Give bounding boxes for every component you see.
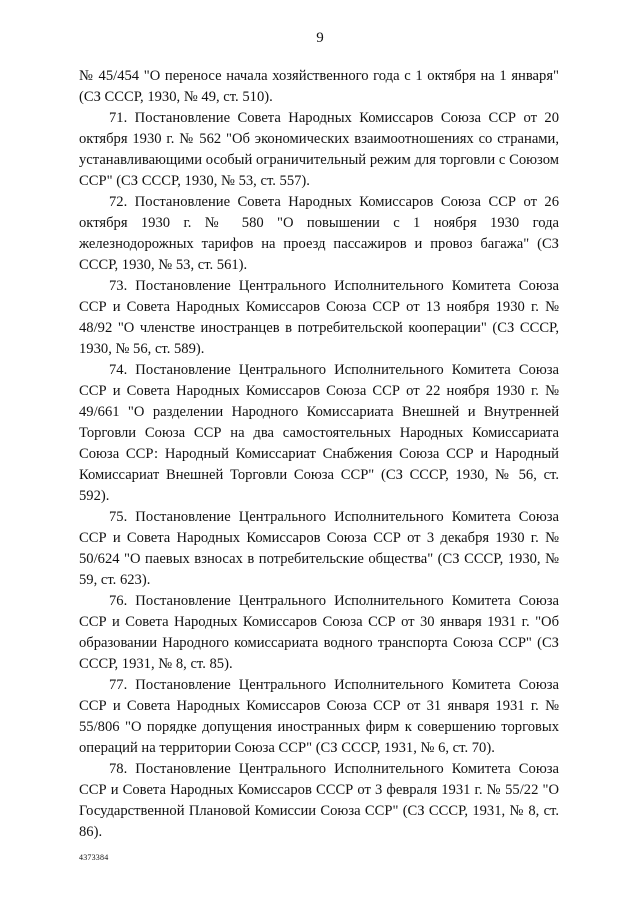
paragraph-continuation: № 45/454 "О переносе начала хозяйственного года с 1 октября на 1 января" (СЗ СССР, 1930, № 49, ст. 510).: [79, 68, 559, 105]
paragraph-item-73: 73. Постановление Центрального Исполнительного Комитета Союза ССР и Совета Народных Комиссаров Союза ССР от 13 ноября 1930 г. № 48/92 "О членстве иностранцев в потребительской кооперации" (СЗ СССР, 1930, № 56, ст. 589).: [79, 278, 559, 357]
paragraph-item-75: 75. Постановление Центрального Исполнительного Комитета Союза ССР и Совета Народных Комиссаров Союза ССР от 3 декабря 1930 г. № 50/624 "О паевых взносах в потребительские общества" (СЗ СССР, 1930, № 59, ст. 623).: [79, 509, 559, 588]
page-number: 9: [316, 30, 324, 46]
paragraph-item-78: 78. Постановление Центрального Исполнительного Комитета Союза ССР и Совета Народных Комиссаров СССР от 3 февраля 1931 г. № 55/22 "О Государственной Плановой Комиссии Союза ССР" (СЗ СССР, 1931, № 8, ст. 86).: [79, 761, 559, 840]
document-body: [79, 66, 559, 843]
paragraph-item-71: 71. Постановление Совета Народных Комиссаров Союза ССР от 20 октября 1930 г. № 562 "Об экономических взаимоотношениях со странами, устанавливающими особый ограничительный режим для торговли с Союзом ССР" (СЗ СССР, 1930, № 53, ст. 557).: [79, 110, 559, 189]
paragraph-item-76: 76. Постановление Центрального Исполнительного Комитета Союза ССР и Совета Народных Комиссаров Союза ССР от 30 января 1931 г. "Об образовании Народного комиссариата водного транспорта Союза ССР" (СЗ СССР, 1931, № 8, ст. 85).: [79, 593, 559, 672]
paragraph-item-72: 72. Постановление Совета Народных Комиссаров Союза ССР от 26 октября 1930 г. № 580 "О повышении с 1 ноября 1930 года железнодорожных тарифов на проезд пассажиров и провоз багажа" (СЗ СССР, 1930, № 53, ст. 561).: [79, 194, 559, 273]
paragraph-item-74: 74. Постановление Центрального Исполнительного Комитета Союза ССР и Совета Народных Комиссаров Союза ССР от 22 ноября 1930 г. № 49/661 "О разделении Народного Комиссариата Внешней и Внутренней Торговли Союза ССР на два самостоятельных Народных Комиссариата Союза ССР: Народный Комиссариат Снабжения Союза ССР и Народный Комиссариат Внешней Торговли Союза ССР" (СЗ СССР, 1930, № 56, ст. 592).: [79, 362, 559, 504]
document-code: 4373384: [79, 853, 109, 862]
paragraph-item-77: 77. Постановление Центрального Исполнительного Комитета Союза ССР и Совета Народных Комиссаров Союза ССР от 31 января 1931 г. № 55/806 "О порядке допущения иностранных фирм к совершению торговых операций на территории Союза ССР" (СЗ СССР, 1931, № 6, ст. 70).: [79, 677, 559, 756]
